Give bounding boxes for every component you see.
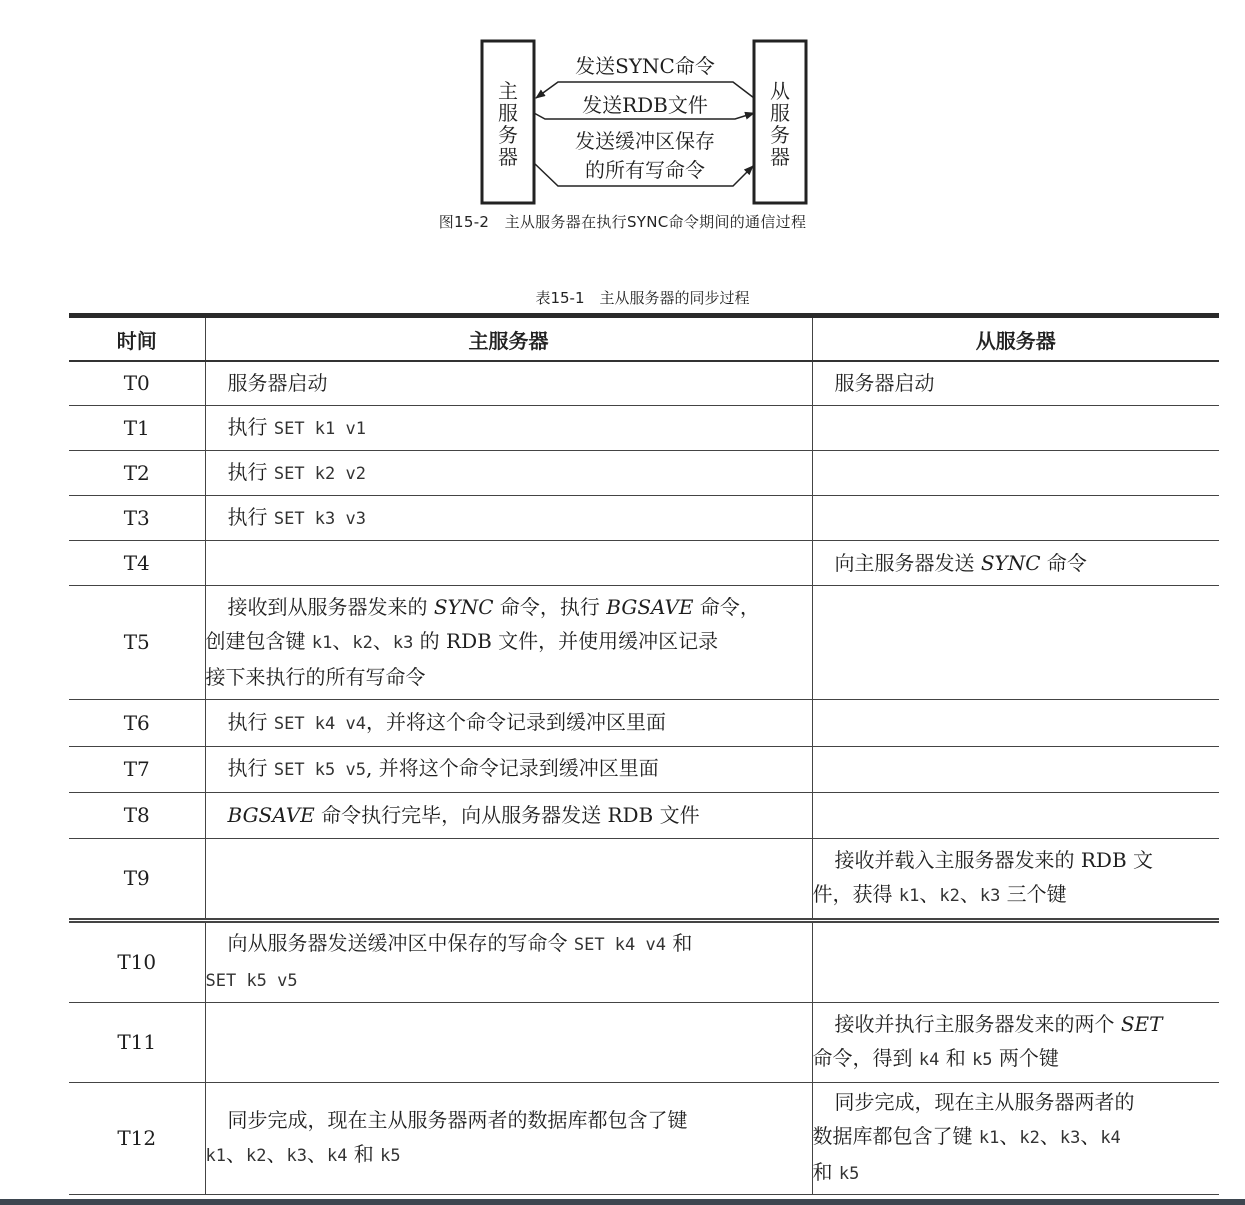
- key-code: k2: [352, 633, 373, 653]
- rdb-message-label: 发送RDB文件: [582, 93, 708, 117]
- text-fragment: 、: [1039, 1124, 1060, 1148]
- master-text: 执行: [227, 504, 274, 529]
- time-cell: T9: [69, 838, 205, 920]
- text-fragment: 和: [812, 1160, 839, 1184]
- master-cell: [205, 1082, 812, 1194]
- master-cell: [205, 1002, 812, 1082]
- master-cell: [205, 361, 812, 405]
- text-fragment: 和: [665, 931, 693, 955]
- master-text-line: [206, 962, 812, 998]
- time-cell: T8: [69, 792, 205, 838]
- slave-cell: [812, 699, 1219, 746]
- table-header-row: [69, 316, 1219, 362]
- table-title: 表15-1 主从服务器的同步过程: [535, 289, 750, 307]
- header-time: 时间: [69, 316, 205, 362]
- master-cell: [205, 405, 812, 450]
- command-italic: SYNC: [433, 595, 494, 619]
- slave-text: 命令: [1040, 550, 1087, 575]
- slave-cell: [812, 495, 1219, 540]
- slave-text-line: [813, 1007, 1220, 1041]
- command-code: SET k5 v5: [205, 971, 298, 991]
- master-cell: [205, 920, 812, 1002]
- sync-diagram-graphic: [0, 0, 1245, 240]
- slave-cell: [812, 746, 1219, 792]
- text-fragment: 、: [266, 1142, 287, 1166]
- master-text-line: [206, 1137, 812, 1173]
- table-row: [69, 746, 1219, 792]
- master-cell: [205, 540, 812, 585]
- header-slave: 从服务器: [812, 316, 1219, 362]
- text-fragment: 接收到从服务器发来的: [227, 595, 434, 619]
- command-code: SET k5 v5: [273, 760, 366, 780]
- key-code: k1: [898, 886, 920, 906]
- table-row: [69, 495, 1219, 540]
- time-cell: T4: [69, 540, 205, 585]
- key-code: k2: [939, 886, 960, 906]
- text-fragment: 数据库都包含了键: [812, 1124, 979, 1148]
- buffer-message-label-line2: 的所有写命令: [585, 158, 705, 182]
- key-code: k4: [326, 1146, 348, 1166]
- text-fragment: 件，获得: [812, 882, 899, 906]
- text-fragment: 同步完成，现在主从服务器两者的数据库都包含了键: [227, 1108, 688, 1132]
- slave-text-line: [813, 1041, 1220, 1077]
- command-italic: BGSAVE: [227, 803, 315, 827]
- key-code: k1: [978, 1128, 1000, 1148]
- sync-message-label: 发送SYNC命令: [575, 54, 715, 78]
- slave-cell: [812, 540, 1219, 585]
- sync-diagram: [0, 0, 1245, 240]
- time-cell: T2: [69, 450, 205, 495]
- table-row: [69, 1082, 1219, 1194]
- slave-text-line: [813, 877, 1220, 913]
- time-cell: T11: [69, 1002, 205, 1082]
- text-fragment: 向从服务器发送缓冲区中保存的写命令: [227, 931, 574, 955]
- master-cell: [205, 450, 812, 495]
- table-row: [69, 838, 1219, 920]
- text-fragment: 命令，执行: [493, 595, 607, 619]
- command-code: SET k3 v3: [273, 508, 366, 529]
- text-fragment: 接收并执行主服务器发来的两个: [834, 1012, 1121, 1036]
- command-code: SET k4 v4: [273, 713, 366, 734]
- slave-cell: [812, 361, 1219, 405]
- slave-cell: [812, 1082, 1219, 1194]
- master-text-line: 接下来执行的所有写命令: [205, 665, 426, 689]
- text-fragment: 接收并载入主服务器发来的 RDB 文: [834, 848, 1154, 872]
- master-text: ，并将这个命令记录到缓冲区里面: [365, 709, 666, 734]
- key-code: k3: [979, 886, 1001, 906]
- text-fragment: 、: [225, 1142, 246, 1166]
- master-text-line: [206, 1103, 812, 1137]
- table-row: [69, 405, 1219, 450]
- text-fragment: 两个键: [992, 1046, 1059, 1070]
- table-row: [69, 920, 1219, 1002]
- master-text: 执行: [227, 756, 274, 780]
- command-code: SET k1 v1: [273, 418, 366, 439]
- key-code: k1: [311, 633, 333, 653]
- key-code: k5: [380, 1146, 401, 1166]
- key-code: k5: [972, 1050, 993, 1070]
- slave-cell: [812, 1002, 1219, 1082]
- key-code: k3: [392, 633, 414, 653]
- time-cell: T5: [69, 585, 205, 699]
- slave-text: 向主服务器发送: [834, 550, 981, 575]
- text-fragment: 命令，得到: [812, 1046, 919, 1070]
- time-cell: T10: [69, 920, 205, 1002]
- text-fragment: 、: [919, 882, 940, 906]
- text-fragment: 同步完成，现在主从服务器两者的: [834, 1090, 1135, 1114]
- master-cell: [205, 792, 812, 838]
- time-cell: T7: [69, 746, 205, 792]
- table-row: [69, 699, 1219, 746]
- command-italic: SET: [1120, 1012, 1163, 1036]
- master-cell: [205, 699, 812, 746]
- slave-server-label: 从服务器: [770, 79, 790, 169]
- master-text: 服务器启动: [227, 371, 328, 396]
- figure-caption: 图15-2 主从服务器在执行SYNC命令期间的通信过程: [438, 213, 807, 231]
- text-fragment: 、: [1080, 1124, 1101, 1148]
- text-fragment: 和: [939, 1046, 973, 1070]
- key-code: k4: [1100, 1128, 1121, 1148]
- key-code: k3: [1059, 1128, 1081, 1148]
- time-cell: T12: [69, 1082, 205, 1194]
- time-cell: T6: [69, 699, 205, 746]
- text-fragment: 、: [372, 629, 393, 653]
- master-text-line: [206, 926, 812, 962]
- text-fragment: 三个键: [1000, 882, 1067, 906]
- key-code: k2: [1019, 1128, 1040, 1148]
- master-cell: [205, 495, 812, 540]
- table-row: [69, 361, 1219, 405]
- key-code: k5: [838, 1164, 860, 1184]
- time-cell: T0: [69, 361, 205, 405]
- table-row: [69, 792, 1219, 838]
- slave-cell: [812, 792, 1219, 838]
- text-fragment: 创建包含键: [205, 629, 312, 653]
- text-fragment: 和: [347, 1142, 381, 1166]
- sync-process-table: [69, 313, 1219, 1195]
- text-fragment: 命令，: [693, 595, 760, 619]
- master-text-line: [206, 624, 812, 660]
- key-code: k1: [205, 1146, 226, 1166]
- slave-cell: [812, 920, 1219, 1002]
- key-code: k3: [286, 1146, 307, 1166]
- slave-text-line: [813, 1155, 1220, 1191]
- master-cell: [205, 838, 812, 920]
- slave-text-line: [813, 843, 1220, 877]
- slave-text-line: [813, 1085, 1220, 1119]
- text-fragment: 的 RDB 文件，并使用缓冲区记录: [413, 629, 719, 653]
- command-italic: SYNC: [980, 550, 1041, 575]
- text-fragment: 、: [959, 882, 980, 906]
- slave-cell: [812, 405, 1219, 450]
- table-row: [69, 1002, 1219, 1082]
- master-text: , 并将这个命令记录到缓冲区里面: [365, 756, 659, 780]
- slave-text: 服务器启动: [834, 371, 935, 396]
- slave-text-line: [813, 1119, 1220, 1155]
- text-fragment: 、: [999, 1124, 1020, 1148]
- header-master: 主服务器: [205, 316, 812, 362]
- time-cell: T3: [69, 495, 205, 540]
- table-row: [69, 540, 1219, 585]
- buffer-message-label-line1: 发送缓冲区保存: [575, 129, 715, 153]
- text-fragment: 、: [306, 1142, 327, 1166]
- window-bottom-bar: [0, 1199, 1245, 1205]
- master-text: 执行: [227, 709, 274, 734]
- text-fragment: 、: [332, 629, 353, 653]
- master-text: 执行: [227, 414, 274, 439]
- master-server-label: 主服务器: [498, 79, 518, 169]
- master-text-line: [206, 590, 812, 624]
- table-row: [69, 450, 1219, 495]
- master-cell: [205, 585, 812, 699]
- master-cell: [205, 746, 812, 792]
- slave-cell: [812, 450, 1219, 495]
- table-row: [69, 585, 1219, 699]
- command-code: SET k4 v4: [573, 935, 666, 955]
- key-code: k2: [245, 1146, 267, 1166]
- slave-cell: [812, 838, 1219, 920]
- master-text: 命令执行完毕，向从服务器发送 RDB 文件: [314, 803, 700, 827]
- time-cell: T1: [69, 405, 205, 450]
- key-code: k4: [918, 1050, 940, 1070]
- master-text: 执行: [227, 459, 274, 484]
- command-code: SET k2 v2: [273, 463, 366, 484]
- command-italic: BGSAVE: [606, 595, 694, 619]
- slave-cell: [812, 585, 1219, 699]
